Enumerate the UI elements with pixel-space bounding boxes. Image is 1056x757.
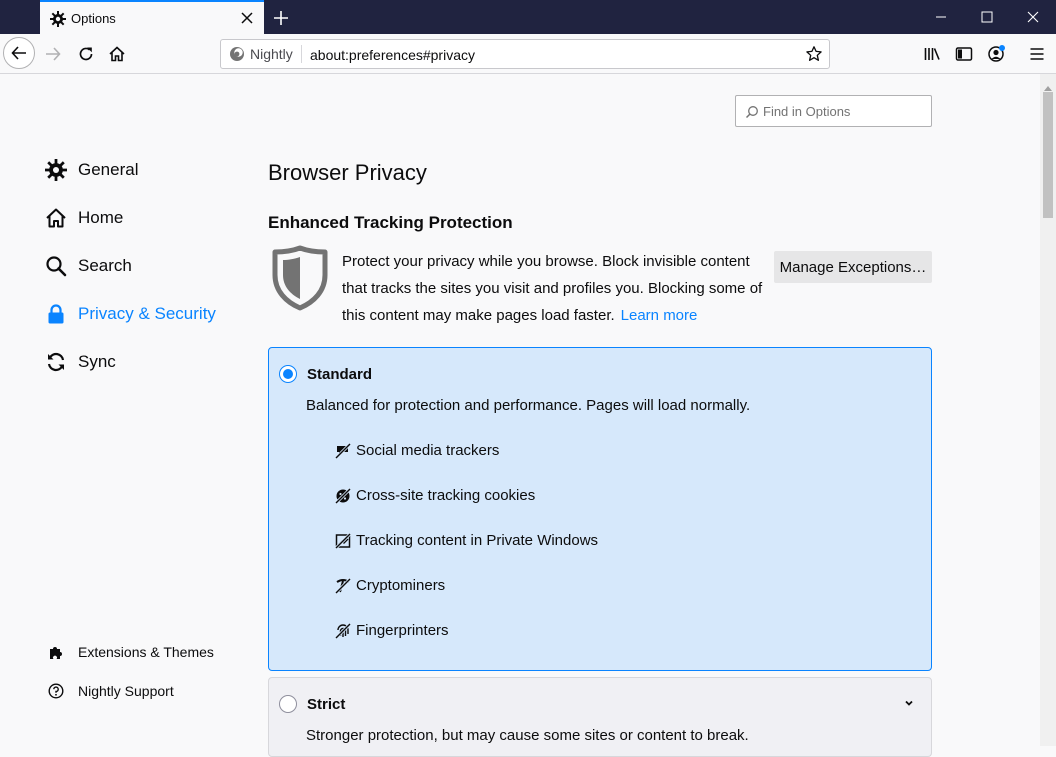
reload-icon <box>77 45 95 63</box>
home-button[interactable] <box>108 45 126 63</box>
manage-exceptions-button[interactable]: Manage Exceptions… <box>774 251 932 283</box>
lock-icon <box>44 302 68 326</box>
fingerprint-icon <box>335 623 351 639</box>
shield-icon <box>272 245 328 316</box>
sync-icon <box>44 350 68 374</box>
footer-link-label: Extensions & Themes <box>78 644 214 660</box>
home-icon <box>108 45 126 63</box>
extensions-themes-link[interactable] <box>47 643 214 661</box>
tracking-content-icon <box>335 533 351 549</box>
sidebar-item-home[interactable] <box>44 206 123 230</box>
sidebar-item-label: Sync <box>78 352 116 371</box>
tab-options[interactable] <box>40 0 264 34</box>
standard-option[interactable] <box>268 347 932 671</box>
description-text: Protect your privacy while you browse. Block invisible content that tracks the sites you visit and profiles you. Blocking some of this content may make pages load faster. <box>342 253 763 324</box>
preferences-content <box>0 74 1040 746</box>
close-window-button[interactable] <box>1010 0 1056 34</box>
gear-icon <box>44 158 68 182</box>
feature-item <box>335 622 449 639</box>
page-title: Browser Privacy <box>268 160 427 185</box>
feature-label: Fingerprinters <box>356 622 449 639</box>
sidebar-button[interactable] <box>955 45 973 63</box>
sidebar-item-search[interactable] <box>44 254 132 278</box>
feature-item <box>335 487 535 504</box>
chevron-down-icon[interactable] <box>903 696 915 714</box>
cookie-icon <box>335 488 351 504</box>
sidebar-item-label: General <box>78 160 139 179</box>
section-title: Enhanced Tracking Protection <box>268 213 513 232</box>
identity-box[interactable] <box>229 46 293 62</box>
feature-item <box>335 442 499 459</box>
title-bar <box>0 0 1056 34</box>
feature-label: Cryptominers <box>356 577 446 594</box>
help-icon <box>47 682 65 700</box>
sidebar-item-label: Home <box>78 208 124 227</box>
option-title: Strict <box>307 696 346 713</box>
minimize-button[interactable] <box>918 0 964 34</box>
strict-option[interactable] <box>268 677 932 757</box>
maximize-button[interactable] <box>964 0 1010 34</box>
home-icon <box>44 206 68 230</box>
sidebar-item-sync[interactable] <box>44 350 116 374</box>
search-input[interactable] <box>735 95 932 127</box>
navigation-toolbar <box>0 34 1056 74</box>
puzzle-icon <box>47 643 65 661</box>
url-text[interactable]: about:preferences#privacy <box>310 47 475 63</box>
feature-label: Social media trackers <box>356 442 500 459</box>
identity-label: Nightly <box>250 46 293 62</box>
scrollbar-thumb[interactable] <box>1043 92 1053 218</box>
account-button[interactable] <box>987 45 1005 63</box>
menu-button[interactable] <box>1028 45 1046 63</box>
social-tracker-icon <box>335 443 351 459</box>
scrollbar[interactable] <box>1040 74 1056 746</box>
back-button[interactable] <box>3 37 35 69</box>
library-icon <box>923 45 941 63</box>
search-placeholder: Find in Options <box>763 104 851 119</box>
sidebar-item-label: Search <box>78 256 132 275</box>
arrow-left-icon <box>10 44 28 62</box>
forward-button[interactable] <box>44 45 62 63</box>
option-description: Balanced for protection and performance. Pages will load normally. <box>306 397 751 414</box>
sidebar-icon <box>955 45 973 63</box>
feature-label: Tracking content in Private Windows <box>356 532 599 549</box>
reload-button[interactable] <box>77 45 95 63</box>
feature-item <box>335 577 445 594</box>
option-description: Stronger protection, but may cause some sites or content to break. <box>306 727 749 744</box>
feature-item <box>335 532 598 549</box>
new-tab-button[interactable] <box>272 9 290 27</box>
footer-link-label: Nightly Support <box>78 683 174 699</box>
sidebar-item-general[interactable] <box>44 158 138 182</box>
arrow-right-icon <box>44 45 62 63</box>
close-icon[interactable] <box>239 10 255 26</box>
sidebar-item-privacy-security[interactable] <box>44 302 216 326</box>
url-separator <box>301 45 302 63</box>
option-title: Standard <box>307 366 373 383</box>
hamburger-icon <box>1028 45 1046 63</box>
library-button[interactable] <box>923 45 941 63</box>
nightly-support-link[interactable] <box>47 682 174 700</box>
nightly-logo-icon <box>229 46 245 62</box>
tracking-protection-description <box>342 248 772 329</box>
standard-radio[interactable] <box>279 365 297 383</box>
bookmark-star-icon[interactable] <box>805 45 823 68</box>
learn-more-link[interactable]: Learn more <box>620 307 698 324</box>
gear-icon <box>50 11 66 27</box>
search-icon <box>44 254 68 278</box>
cryptominer-icon <box>335 578 351 594</box>
strict-radio[interactable] <box>279 695 297 713</box>
tab-title: Options <box>71 11 116 26</box>
account-icon <box>987 45 1005 63</box>
sidebar-item-label: Privacy & Security <box>78 304 216 323</box>
search-icon <box>745 105 759 124</box>
feature-label: Cross-site tracking cookies <box>356 487 536 504</box>
url-bar[interactable] <box>220 39 830 69</box>
